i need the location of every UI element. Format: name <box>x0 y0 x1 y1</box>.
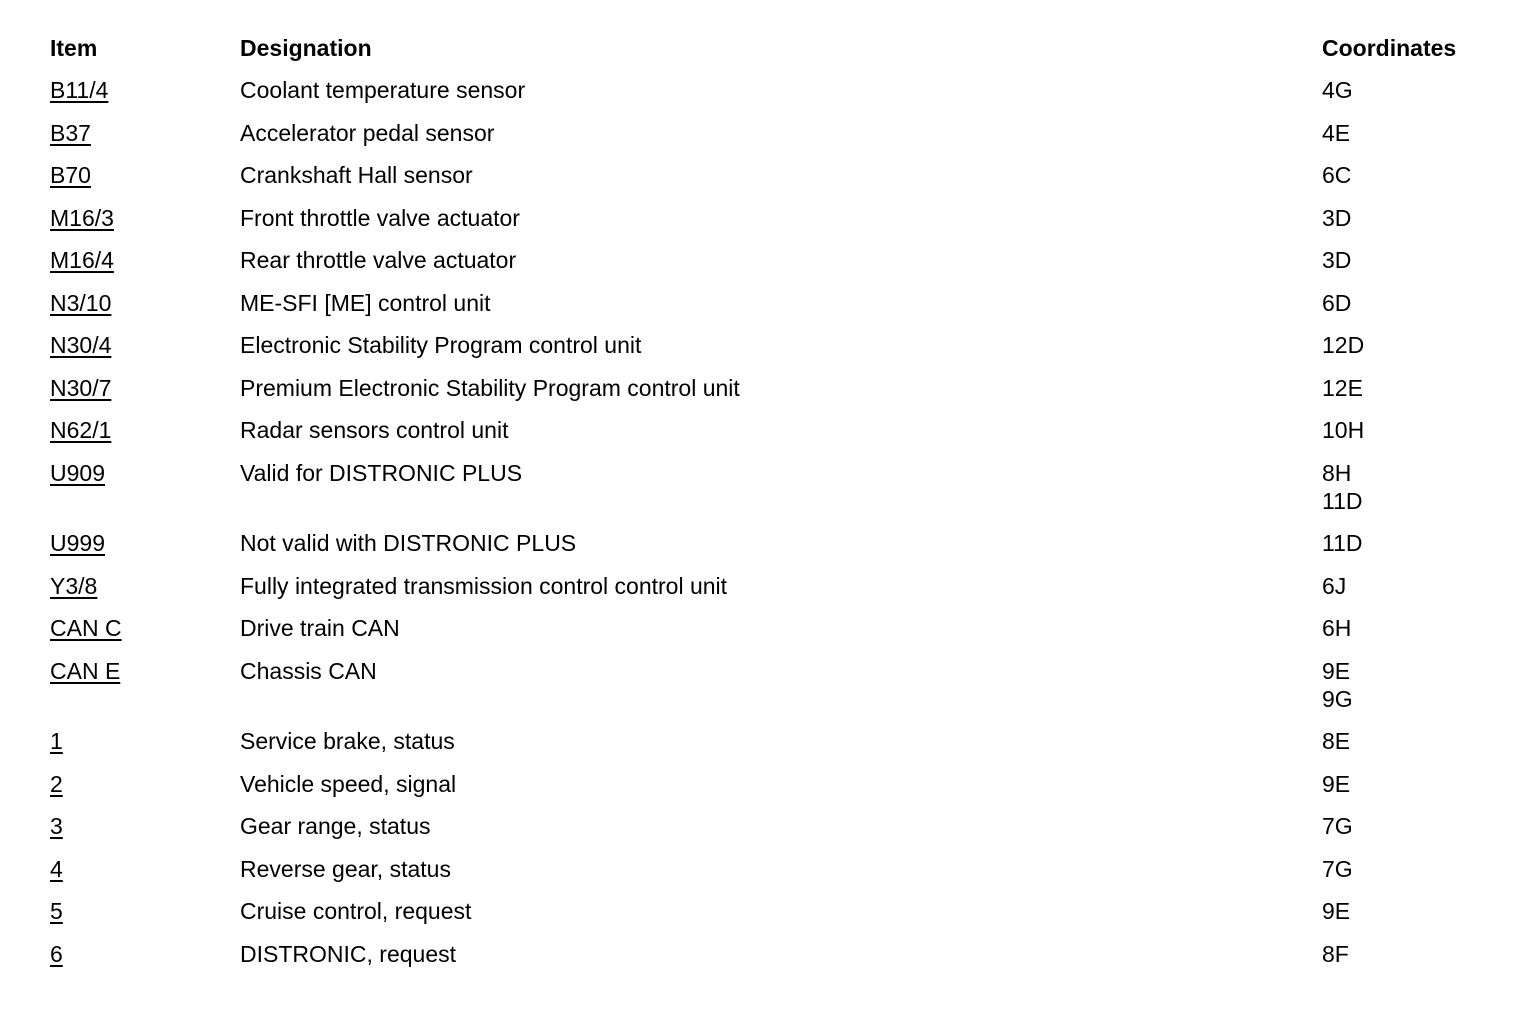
item-link[interactable]: CAN C <box>50 615 122 641</box>
item-link[interactable]: 5 <box>50 898 63 924</box>
coordinate-value: 9E <box>1322 770 1351 797</box>
header-designation: Designation <box>240 35 372 61</box>
coordinates-cell <box>1322 529 1490 557</box>
coordinate-value: 6C <box>1322 162 1352 188</box>
coordinates-cell <box>1322 897 1490 925</box>
item-link[interactable]: M16/4 <box>50 247 114 273</box>
coordinate-value: 4E <box>1322 119 1351 146</box>
table-row <box>50 897 1490 925</box>
designation-text: Accelerator pedal sensor <box>240 119 495 146</box>
designation-text: Front throttle valve actuator <box>240 204 520 231</box>
coordinates-cell <box>1322 657 1490 713</box>
component-legend-table <box>50 34 1490 982</box>
table-row <box>50 657 1490 713</box>
coordinate-value: 4G <box>1322 77 1353 103</box>
designation-text: Fully integrated transmission control control unit <box>240 572 728 599</box>
coordinate-value: 8H <box>1322 459 1352 486</box>
item-link[interactable]: N3/10 <box>50 289 112 316</box>
coordinate-value: 3D <box>1322 247 1352 273</box>
table-row <box>50 940 1490 968</box>
table-row <box>50 855 1490 883</box>
table-row <box>50 161 1490 189</box>
coordinate-value: 6D <box>1322 289 1352 316</box>
table-header <box>50 34 1490 62</box>
coordinates-cell <box>1322 161 1490 189</box>
coordinate-value: 12E <box>1322 374 1363 401</box>
designation-text: Valid for DISTRONIC PLUS <box>240 459 523 486</box>
coordinate-value: 6J <box>1322 572 1347 599</box>
designation-text: Rear throttle valve actuator <box>240 247 517 273</box>
coordinates-cell <box>1322 331 1490 359</box>
coordinate-value: 3D <box>1322 204 1352 231</box>
table-row <box>50 119 1490 147</box>
designation-text: ME-SFI [ME] control unit <box>240 289 491 316</box>
item-link[interactable]: N62/1 <box>50 417 112 443</box>
designation-text: Vehicle speed, signal <box>240 770 457 797</box>
coordinate-value: 6H <box>1322 615 1352 641</box>
coordinates-cell <box>1322 289 1490 317</box>
coordinates-cell <box>1322 204 1490 232</box>
designation-text: Reverse gear, status <box>240 855 451 882</box>
designation-text: Crankshaft Hall sensor <box>240 162 473 188</box>
table-row <box>50 727 1490 755</box>
coordinates-cell <box>1322 119 1490 147</box>
designation-text: Service brake, status <box>240 728 455 754</box>
table-row <box>50 459 1490 515</box>
table-row <box>50 572 1490 600</box>
table-row <box>50 246 1490 274</box>
item-link[interactable]: N30/7 <box>50 374 112 401</box>
item-link[interactable]: 6 <box>50 940 63 967</box>
table-row <box>50 416 1490 444</box>
coordinates-cell <box>1322 76 1490 104</box>
designation-text: Not valid with DISTRONIC PLUS <box>240 530 577 556</box>
table-row <box>50 812 1490 840</box>
designation-text: Drive train CAN <box>240 615 400 641</box>
item-link[interactable]: B70 <box>50 162 91 188</box>
designation-text: Cruise control, request <box>240 898 472 924</box>
coordinates-cell <box>1322 940 1490 968</box>
table-row <box>50 289 1490 317</box>
coordinates-cell <box>1322 572 1490 600</box>
item-link[interactable]: N30/4 <box>50 332 112 358</box>
table-row <box>50 331 1490 359</box>
table-row <box>50 529 1490 557</box>
coordinates-cell <box>1322 812 1490 840</box>
item-link[interactable]: 4 <box>50 855 63 882</box>
coordinates-cell <box>1322 727 1490 755</box>
designation-text: Coolant temperature sensor <box>240 77 526 103</box>
designation-text: DISTRONIC, request <box>240 940 456 967</box>
item-link[interactable]: M16/3 <box>50 204 114 231</box>
item-link[interactable]: 2 <box>50 770 63 797</box>
coordinate-value: 11D <box>1322 530 1363 556</box>
coordinate-value: 7G <box>1322 813 1353 839</box>
designation-text: Gear range, status <box>240 813 431 839</box>
table-row <box>50 204 1490 232</box>
item-link[interactable]: 3 <box>50 813 63 839</box>
coordinate-value: 12D <box>1322 332 1365 358</box>
item-link[interactable]: CAN E <box>50 657 121 684</box>
table-row <box>50 614 1490 642</box>
designation-text: Chassis CAN <box>240 657 377 684</box>
table-row <box>50 76 1490 104</box>
item-link[interactable]: Y3/8 <box>50 572 98 599</box>
coordinates-cell <box>1322 855 1490 883</box>
coordinates-cell <box>1322 614 1490 642</box>
coordinates-cell <box>1322 246 1490 274</box>
coordinates-cell <box>1322 374 1490 402</box>
header-coordinates: Coordinates <box>1322 35 1457 61</box>
item-link[interactable]: 1 <box>50 728 63 754</box>
item-link[interactable]: U999 <box>50 530 105 556</box>
header-item: Item <box>50 35 98 61</box>
item-link[interactable]: B11/4 <box>50 77 109 103</box>
table-row <box>50 770 1490 798</box>
coordinate-value: 9E <box>1322 898 1351 924</box>
coordinate-value: 8E <box>1322 728 1351 754</box>
item-link[interactable]: B37 <box>50 119 91 146</box>
coordinate-value: 10H <box>1322 417 1365 443</box>
coordinate-value: 9E <box>1322 657 1351 684</box>
coordinates-cell <box>1322 770 1490 798</box>
coordinate-value: 9G <box>1322 685 1353 712</box>
designation-text: Radar sensors control unit <box>240 417 509 443</box>
designation-text: Electronic Stability Program control unit <box>240 332 642 358</box>
item-link[interactable]: U909 <box>50 459 105 486</box>
table-row <box>50 374 1490 402</box>
coordinate-value: 11D <box>1322 487 1363 514</box>
coordinates-cell <box>1322 459 1490 515</box>
coordinate-value: 7G <box>1322 855 1353 882</box>
table-body <box>50 76 1490 968</box>
designation-text: Premium Electronic Stability Program control unit <box>240 374 740 401</box>
coordinate-value: 8F <box>1322 940 1349 967</box>
coordinates-cell <box>1322 416 1490 444</box>
